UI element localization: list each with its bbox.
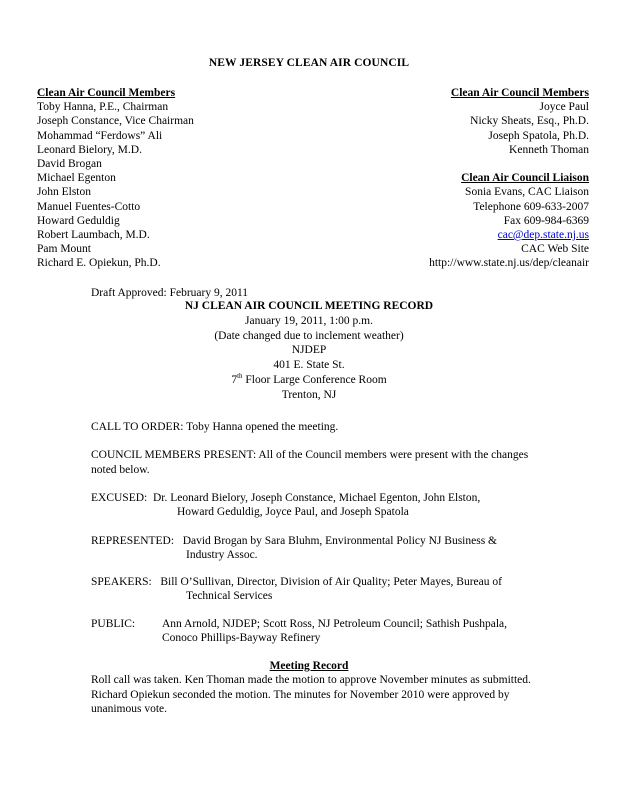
liaison-fax: Fax 609-984-6369 [503,214,589,227]
represented-names-1: David Brogan by Sara Bluhm, Environmental Policy NJ Business & [182,535,497,547]
member-name: Joseph Spatola, Ph.D. [488,129,589,142]
member-name: Mohammad “Ferdows” Ali [37,129,163,142]
members-right-column [429,86,589,271]
liaison-name: Sonia Evans, CAC Liaison [465,186,589,199]
meeting-header [0,299,618,403]
members-heading-left: Clean Air Council Members [37,87,176,99]
meeting-room: 7th Floor Large Conference Room [231,372,387,386]
excused-names-1: Dr. Leonard Bielory, Joseph Constance, Michael Egenton, John Elston, [152,492,481,504]
member-name: Kenneth Thoman [509,143,589,156]
members-present: COUNCIL MEMBERS PRESENT: All of the Council members were present with the changes noted below. [91,449,529,476]
call-to-order: CALL TO ORDER: Toby Hanna opened the meeting. [91,421,339,433]
member-name: Manuel Fuentes-Cotto [37,200,141,213]
public-names-2: Conoco Phillips-Bayway Refinery [162,632,321,644]
speakers-label: SPEAKERS: [91,576,152,588]
member-name: Richard E. Opiekun, Ph.D. [37,257,161,270]
meeting-record-heading: Meeting Record [269,660,349,672]
public-label: PUBLIC: [91,618,136,630]
represented-row [91,534,497,549]
meeting-date: January 19, 2011, 1:00 p.m. [245,314,373,327]
meeting-city: Trenton, NJ [281,388,337,401]
member-name: Nicky Sheats, Esq., Ph.D. [470,115,589,128]
speakers-row [91,575,502,590]
member-name: Toby Hanna, P.E., Chairman [37,101,169,114]
member-name: Joyce Paul [539,101,589,114]
members-left-column [37,86,194,271]
meeting-address: 401 E. State St. [273,359,345,372]
member-name: Robert Laumbach, M.D. [37,229,150,242]
liaison-email-link[interactable]: cac@dep.state.nj.us [497,229,589,242]
speakers-names-1: Bill O’Sullivan, Director, Division of Air Quality; Peter Mayes, Bureau of [160,576,502,588]
meeting-note: (Date changed due to inclement weather) [214,329,404,342]
spacer [429,157,589,171]
member-name: John Elston [37,186,91,199]
meeting-record-title: NJ CLEAN AIR COUNCIL MEETING RECORD [184,300,434,312]
website-label: CAC Web Site [521,243,589,256]
speakers-names-2: Technical Services [186,590,273,602]
liaison-phone: Telephone 609-633-2007 [473,200,589,213]
public-row [91,617,135,632]
meeting-record-text: Roll call was taken. Ken Thoman made the motion to approve November minutes as submitted. Richard Opiekun seconded the motion. The minutes for November 2010 were approved by unanimous vote. [91,674,531,716]
public-names-1: Ann Arnold, NJDEP; Scott Ross, NJ Petroleum Council; Sathish Pushpala, [162,618,508,630]
excused-label: EXCUSED: [91,492,148,504]
member-name: Leonard Bielory, M.D. [37,143,142,156]
represented-label: REPRESENTED: [91,535,175,547]
member-name: Howard Geduldig [37,214,120,227]
members-heading-right: Clean Air Council Members [450,87,589,99]
represented-names-2: Industry Assoc. [186,549,258,561]
member-name: Pam Mount [37,243,91,256]
website-url[interactable]: http://www.state.nj.us/dep/cleanair [429,257,589,270]
draft-approved: Draft Approved: February 9, 2011 [91,287,249,299]
liaison-heading: Clean Air Council Liaison [461,172,589,185]
member-name: Michael Egenton [37,172,116,185]
document-title: NEW JERSEY CLEAN AIR COUNCIL [208,57,410,69]
excused-names-2: Howard Geduldig, Joyce Paul, and Joseph Spatola [177,506,409,518]
excused-row [91,491,480,506]
member-name: Joseph Constance, Vice Chairman [37,115,194,128]
member-name: David Brogan [37,158,102,171]
meeting-org: NJDEP [291,344,327,357]
